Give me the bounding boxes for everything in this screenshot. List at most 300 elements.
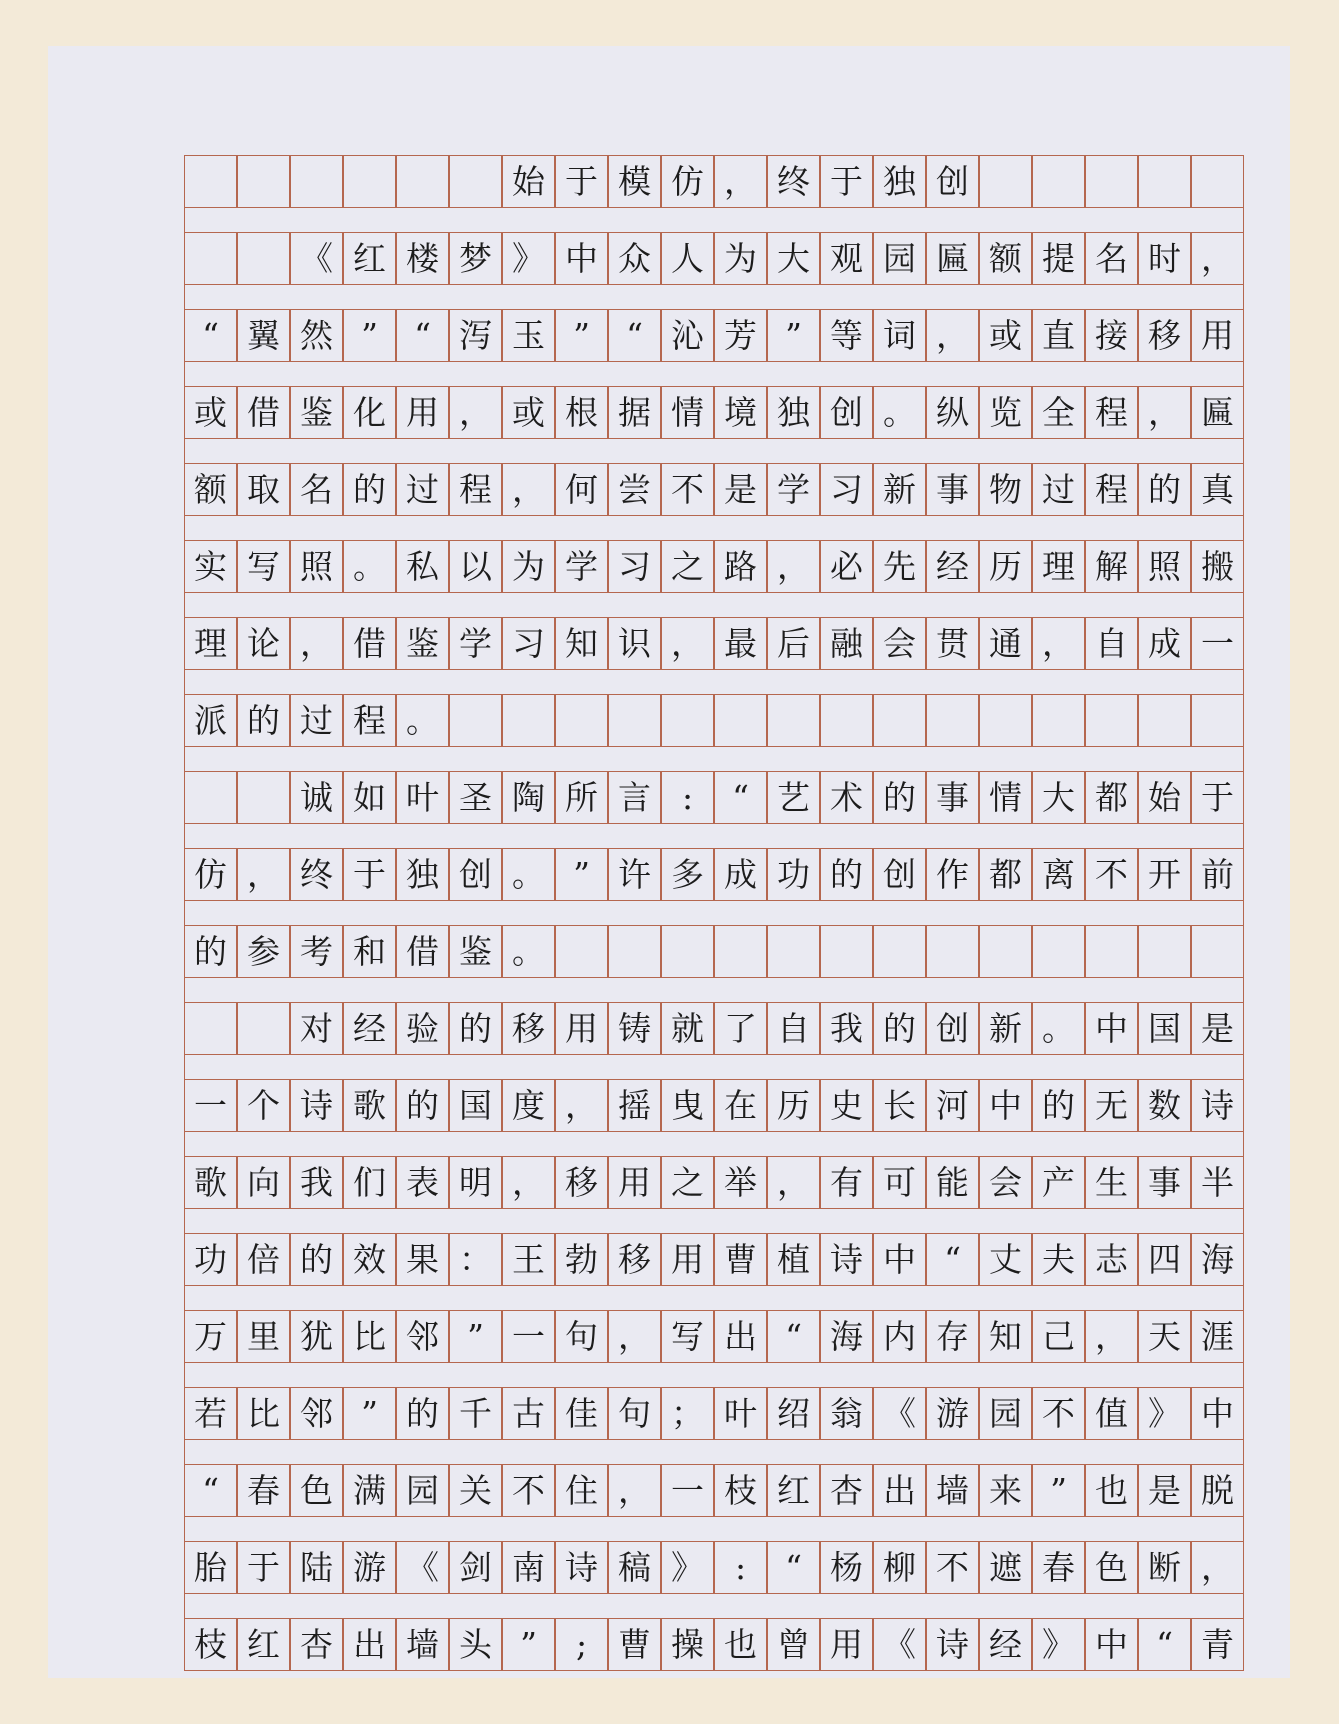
grid-cell (1032, 925, 1085, 978)
grid-cell: 览 (979, 386, 1032, 439)
grid-cell: 会 (979, 1156, 1032, 1209)
grid-cell: 曾 (767, 1618, 820, 1671)
grid-cell: ， (502, 463, 555, 516)
grid-cell: 度 (502, 1079, 555, 1132)
row-gap (184, 1517, 1244, 1541)
grid-cell: 纵 (926, 386, 979, 439)
grid-cell: 数 (1138, 1079, 1191, 1132)
grid-cell: 》 (1032, 1618, 1085, 1671)
grid-cell: “ (608, 309, 661, 362)
grid-cell: 比 (343, 1310, 396, 1363)
grid-cell: 的 (1138, 463, 1191, 516)
row-gap (184, 1055, 1244, 1079)
grid-cell: 大 (1032, 771, 1085, 824)
grid-cell: 融 (820, 617, 873, 670)
grid-cell: 一 (184, 1079, 237, 1132)
grid-cell (1191, 155, 1244, 208)
grid-cell: 独 (396, 848, 449, 901)
grid-cell: ， (1032, 617, 1085, 670)
grid-cell: 作 (926, 848, 979, 901)
grid-cell: 用 (555, 1002, 608, 1055)
grid-cell: 丈 (979, 1233, 1032, 1286)
grid-cell: 识 (608, 617, 661, 670)
grid-cell: 句 (608, 1387, 661, 1440)
grid-cell: 程 (1085, 386, 1138, 439)
grid-cell: 王 (502, 1233, 555, 1286)
grid-cell: 历 (767, 1079, 820, 1132)
grid-cell: 创 (926, 155, 979, 208)
row-gap (184, 747, 1244, 771)
grid-cell: 后 (767, 617, 820, 670)
grid-cell: 是 (1191, 1002, 1244, 1055)
grid-cell: 鉴 (290, 386, 343, 439)
grid-cell: 借 (237, 386, 290, 439)
grid-cell: 红 (343, 232, 396, 285)
grid-cell: 稿 (608, 1541, 661, 1594)
grid-cell: 用 (396, 386, 449, 439)
grid-cell: 是 (1138, 1464, 1191, 1517)
grid-cell: 搬 (1191, 540, 1244, 593)
grid-cell: 胎 (184, 1541, 237, 1594)
grid-cell: 开 (1138, 848, 1191, 901)
grid-cell: 青 (1191, 1618, 1244, 1671)
row-gap (184, 208, 1244, 232)
grid-cell: 路 (714, 540, 767, 593)
grid-cell: 就 (661, 1002, 714, 1055)
grid-cell (873, 925, 926, 978)
grid-cell: 个 (237, 1079, 290, 1132)
row-gap (184, 362, 1244, 386)
grid-cell: 情 (661, 386, 714, 439)
grid-cell (979, 694, 1032, 747)
grid-row (184, 1541, 1244, 1594)
grid-cell: 曳 (661, 1079, 714, 1132)
grid-row (184, 463, 1244, 516)
grid-cell: 过 (1032, 463, 1085, 516)
grid-cell: ” (555, 848, 608, 901)
grid-cell: 住 (555, 1464, 608, 1517)
row-gap (184, 1132, 1244, 1156)
grid-cell: ， (1191, 232, 1244, 285)
grid-cell: 为 (714, 232, 767, 285)
grid-cell (1138, 155, 1191, 208)
grid-cell: 根 (555, 386, 608, 439)
grid-cell: 效 (343, 1233, 396, 1286)
grid-cell: 不 (661, 463, 714, 516)
grid-cell: 明 (449, 1156, 502, 1209)
grid-cell: 成 (714, 848, 767, 901)
grid-cell: 真 (1191, 463, 1244, 516)
grid-cell (237, 155, 290, 208)
grid-cell: 墙 (926, 1464, 979, 1517)
grid-cell: 海 (820, 1310, 873, 1363)
grid-cell: 沁 (661, 309, 714, 362)
grid-cell: 翁 (820, 1387, 873, 1440)
grid-cell (555, 925, 608, 978)
grid-cell (1032, 694, 1085, 747)
grid-cell (1191, 694, 1244, 747)
grid-cell: ” (502, 1618, 555, 1671)
grid-cell: 如 (343, 771, 396, 824)
grid-row (184, 848, 1244, 901)
grid-cell: 的 (1032, 1079, 1085, 1132)
grid-row (184, 694, 1244, 747)
grid-cell: 长 (873, 1079, 926, 1132)
grid-cell (820, 925, 873, 978)
grid-row (184, 540, 1244, 593)
grid-cell: 化 (343, 386, 396, 439)
grid-cell: 春 (237, 1464, 290, 1517)
grid-row (184, 1079, 1244, 1132)
grid-cell: 习 (820, 463, 873, 516)
row-gap (184, 439, 1244, 463)
grid-cell (184, 771, 237, 824)
grid-cell: 创 (873, 848, 926, 901)
grid-row (184, 232, 1244, 285)
grid-cell: 的 (343, 463, 396, 516)
grid-cell: 。 (873, 386, 926, 439)
grid-cell: 学 (555, 540, 608, 593)
grid-cell: 功 (767, 848, 820, 901)
grid-cell: 墙 (396, 1618, 449, 1671)
grid-cell: 论 (237, 617, 290, 670)
grid-cell: 邻 (396, 1310, 449, 1363)
grid-cell: 何 (555, 463, 608, 516)
grid-cell: 史 (820, 1079, 873, 1132)
grid-cell: 头 (449, 1618, 502, 1671)
grid-cell: 志 (1085, 1233, 1138, 1286)
grid-row (184, 1233, 1244, 1286)
grid-cell: 创 (820, 386, 873, 439)
grid-cell: 《 (873, 1387, 926, 1440)
grid-cell: 倍 (237, 1233, 290, 1286)
grid-cell: 出 (873, 1464, 926, 1517)
grid-cell: 情 (979, 771, 1032, 824)
grid-cell: 借 (396, 925, 449, 978)
grid-cell: 新 (979, 1002, 1032, 1055)
grid-cell: 来 (979, 1464, 1032, 1517)
grid-cell: 的 (184, 925, 237, 978)
grid-cell: ， (926, 309, 979, 362)
grid-cell (502, 694, 555, 747)
grid-cell: 之 (661, 540, 714, 593)
grid-cell: 无 (1085, 1079, 1138, 1132)
grid-cell: 派 (184, 694, 237, 747)
grid-cell: 之 (661, 1156, 714, 1209)
grid-cell (1138, 925, 1191, 978)
grid-cell: 学 (449, 617, 502, 670)
grid-row (184, 1002, 1244, 1055)
grid-cell: 剑 (449, 1541, 502, 1594)
grid-cell: 或 (979, 309, 1032, 362)
grid-row (184, 386, 1244, 439)
grid-cell (661, 694, 714, 747)
grid-cell: 过 (290, 694, 343, 747)
grid-cell: 终 (767, 155, 820, 208)
grid-cell: 杏 (820, 1464, 873, 1517)
grid-cell: 实 (184, 540, 237, 593)
grid-cell: 。 (502, 848, 555, 901)
grid-cell: 观 (820, 232, 873, 285)
grid-cell: 南 (502, 1541, 555, 1594)
grid-cell: 古 (502, 1387, 555, 1440)
grid-cell: ： (449, 1233, 502, 1286)
grid-cell: 终 (290, 848, 343, 901)
grid-cell: 游 (926, 1387, 979, 1440)
grid-row (184, 1156, 1244, 1209)
grid-cell (343, 155, 396, 208)
grid-cell: 自 (1085, 617, 1138, 670)
grid-cell: 词 (873, 309, 926, 362)
grid-cell: 事 (926, 771, 979, 824)
grid-cell: 用 (1191, 309, 1244, 362)
grid-cell (714, 925, 767, 978)
grid-cell: ， (767, 1156, 820, 1209)
grid-cell: 习 (502, 617, 555, 670)
grid-cell: 也 (714, 1618, 767, 1671)
grid-cell: 在 (714, 1079, 767, 1132)
grid-cell: 遮 (979, 1541, 1032, 1594)
grid-cell: 直 (1032, 309, 1085, 362)
grid-cell: 脱 (1191, 1464, 1244, 1517)
grid-cell: 们 (343, 1156, 396, 1209)
grid-cell: 移 (1138, 309, 1191, 362)
grid-cell: 不 (1085, 848, 1138, 901)
grid-cell: 始 (1138, 771, 1191, 824)
grid-row (184, 1310, 1244, 1363)
grid-cell: 也 (1085, 1464, 1138, 1517)
grid-cell: 成 (1138, 617, 1191, 670)
grid-row (184, 1618, 1244, 1671)
grid-cell (979, 155, 1032, 208)
grid-cell: 学 (767, 463, 820, 516)
grid-cell: 大 (767, 232, 820, 285)
grid-cell: 尝 (608, 463, 661, 516)
grid-cell: 的 (396, 1387, 449, 1440)
grid-cell: 经 (343, 1002, 396, 1055)
grid-cell (1085, 155, 1138, 208)
grid-cell: 枝 (184, 1618, 237, 1671)
grid-cell: 内 (873, 1310, 926, 1363)
grid-cell: 匾 (1191, 386, 1244, 439)
grid-cell: 己 (1032, 1310, 1085, 1363)
grid-cell: 曹 (608, 1618, 661, 1671)
grid-cell (184, 155, 237, 208)
grid-cell: ” (449, 1310, 502, 1363)
grid-cell: 产 (1032, 1156, 1085, 1209)
grid-cell: 我 (820, 1002, 873, 1055)
grid-cell: 歌 (343, 1079, 396, 1132)
grid-cell: 存 (926, 1310, 979, 1363)
title-row (184, 155, 1244, 208)
grid-cell: 经 (926, 540, 979, 593)
grid-cell: 万 (184, 1310, 237, 1363)
grid-cell: 于 (820, 155, 873, 208)
grid-cell: 人 (661, 232, 714, 285)
grid-cell: 芳 (714, 309, 767, 362)
grid-row (184, 1387, 1244, 1440)
grid-cell: 举 (714, 1156, 767, 1209)
grid-cell: 于 (1191, 771, 1244, 824)
grid-cell: ， (661, 617, 714, 670)
grid-cell: 始 (502, 155, 555, 208)
grid-cell: 参 (237, 925, 290, 978)
grid-cell: ， (608, 1464, 661, 1517)
grid-cell: 比 (237, 1387, 290, 1440)
grid-cell: 红 (767, 1464, 820, 1517)
grid-cell: 鉴 (396, 617, 449, 670)
grid-cell (926, 925, 979, 978)
essay-paper (48, 46, 1290, 1678)
grid-cell: 用 (820, 1618, 873, 1671)
grid-cell: 勃 (555, 1233, 608, 1286)
grid-cell: 仿 (184, 848, 237, 901)
grid-cell: 半 (1191, 1156, 1244, 1209)
grid-cell: 程 (1085, 463, 1138, 516)
grid-cell: 佳 (555, 1387, 608, 1440)
grid-cell (1191, 925, 1244, 978)
grid-cell: 不 (502, 1464, 555, 1517)
grid-cell: 模 (608, 155, 661, 208)
grid-cell: 《 (873, 1618, 926, 1671)
grid-cell: 千 (449, 1387, 502, 1440)
grid-cell: 国 (1138, 1002, 1191, 1055)
grid-cell: ， (237, 848, 290, 901)
grid-cell: 额 (184, 463, 237, 516)
grid-cell: 园 (979, 1387, 1032, 1440)
row-gap (184, 978, 1244, 1002)
grid-cell (714, 694, 767, 747)
grid-cell (661, 925, 714, 978)
grid-cell: 铸 (608, 1002, 661, 1055)
grid-cell: 都 (979, 848, 1032, 901)
grid-cell: ， (290, 617, 343, 670)
grid-cell: 杨 (820, 1541, 873, 1594)
grid-cell: 一 (661, 1464, 714, 1517)
grid-cell (237, 232, 290, 285)
grid-cell: 照 (1138, 540, 1191, 593)
grid-cell (449, 694, 502, 747)
grid-cell (555, 694, 608, 747)
grid-cell: 新 (873, 463, 926, 516)
grid-cell: 许 (608, 848, 661, 901)
grid-cell: 借 (343, 617, 396, 670)
grid-cell: 叶 (714, 1387, 767, 1440)
grid-cell: 中 (873, 1233, 926, 1286)
grid-cell: 先 (873, 540, 926, 593)
manuscript-grid (184, 155, 1244, 1678)
row-gap (184, 1594, 1244, 1618)
grid-cell: 。 (502, 925, 555, 978)
grid-cell: 是 (714, 463, 767, 516)
row-gap (184, 593, 1244, 617)
grid-cell: 摇 (608, 1079, 661, 1132)
grid-cell: 若 (184, 1387, 237, 1440)
grid-cell (1032, 155, 1085, 208)
grid-cell: 犹 (290, 1310, 343, 1363)
grid-cell: 的 (237, 694, 290, 747)
grid-cell: 《 (290, 232, 343, 285)
grid-cell: 诗 (926, 1618, 979, 1671)
grid-cell: 红 (237, 1618, 290, 1671)
grid-row (184, 1464, 1244, 1517)
grid-cell: 贯 (926, 617, 979, 670)
grid-cell: ” (343, 1387, 396, 1440)
grid-cell: 诗 (820, 1233, 873, 1286)
grid-cell: 能 (926, 1156, 979, 1209)
grid-cell: 表 (396, 1156, 449, 1209)
grid-cell: 事 (1138, 1156, 1191, 1209)
grid-row (184, 925, 1244, 978)
grid-cell (767, 925, 820, 978)
grid-cell: 都 (1085, 771, 1138, 824)
grid-cell: 涯 (1191, 1310, 1244, 1363)
grid-cell: “ (767, 1541, 820, 1594)
grid-cell: 的 (449, 1002, 502, 1055)
grid-cell: 色 (1085, 1541, 1138, 1594)
grid-cell: 中 (1085, 1618, 1138, 1671)
grid-cell: 诗 (290, 1079, 343, 1132)
grid-cell: 于 (555, 155, 608, 208)
grid-cell: 叶 (396, 771, 449, 824)
grid-cell: 中 (1191, 1387, 1244, 1440)
grid-cell: 诚 (290, 771, 343, 824)
grid-cell: “ (767, 1310, 820, 1363)
grid-cell: 于 (343, 848, 396, 901)
grid-cell: 照 (290, 540, 343, 593)
grid-cell: 果 (396, 1233, 449, 1286)
grid-cell: 出 (343, 1618, 396, 1671)
grid-cell: 以 (449, 540, 502, 593)
grid-cell: 用 (608, 1156, 661, 1209)
grid-cell: 等 (820, 309, 873, 362)
grid-cell (184, 1002, 237, 1055)
grid-cell: 可 (873, 1156, 926, 1209)
grid-cell (396, 155, 449, 208)
grid-cell: ” (767, 309, 820, 362)
grid-cell: 一 (502, 1310, 555, 1363)
row-gap (184, 285, 1244, 309)
grid-cell (608, 694, 661, 747)
row-gap (184, 516, 1244, 540)
grid-cell: 泻 (449, 309, 502, 362)
grid-cell: 艺 (767, 771, 820, 824)
grid-cell: 写 (237, 540, 290, 593)
grid-cell: “ (184, 1464, 237, 1517)
grid-cell: 曹 (714, 1233, 767, 1286)
grid-cell: 据 (608, 386, 661, 439)
grid-cell: 通 (979, 617, 1032, 670)
grid-cell: 事 (926, 463, 979, 516)
grid-cell: 翼 (237, 309, 290, 362)
grid-cell: 功 (184, 1233, 237, 1286)
grid-cell: 创 (926, 1002, 979, 1055)
row-gap (184, 824, 1244, 848)
grid-cell: 陶 (502, 771, 555, 824)
grid-cell: 程 (449, 463, 502, 516)
grid-cell: ” (1032, 1464, 1085, 1517)
grid-cell: 时 (1138, 232, 1191, 285)
grid-cell: 天 (1138, 1310, 1191, 1363)
grid-cell: 众 (608, 232, 661, 285)
grid-cell: 的 (820, 848, 873, 901)
grid-cell: 为 (502, 540, 555, 593)
grid-row (184, 617, 1244, 670)
grid-cell: 术 (820, 771, 873, 824)
grid-cell: 中 (555, 232, 608, 285)
grid-cell: 河 (926, 1079, 979, 1132)
grid-cell: 独 (873, 155, 926, 208)
